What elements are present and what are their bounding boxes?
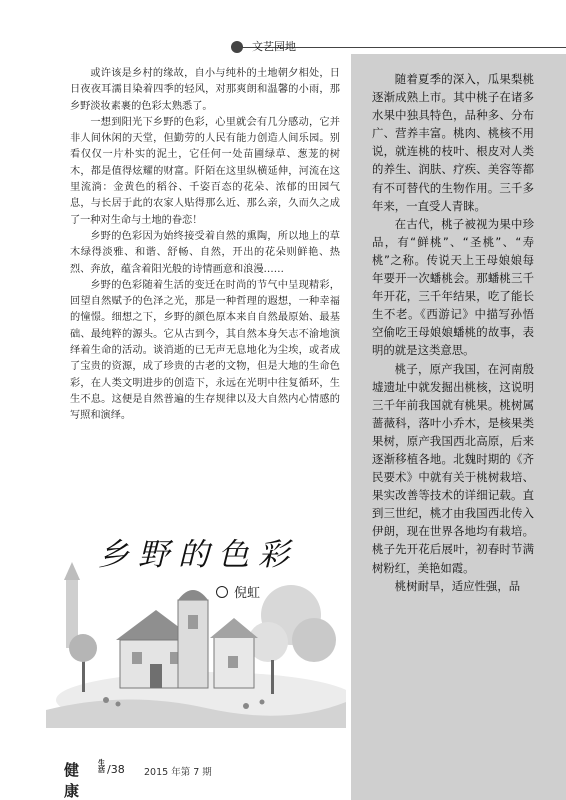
section-title: 文艺园地 xyxy=(252,40,296,53)
sidebar-paragraph: 桃子，原产我国，在河南殷墟遗址中就发掘出桃核，这说明三千年前我国就有桃果。桃树属蔷薇科，落叶小乔木，是核果类果树，原产我国西北高原，后来逐渐移植各地。北魏时期的《齐民要术》中就有关于桃树栽培、果实改善等技术的详细记载。直到三世纪，桃才由我国西北传入伊朗，现在世界各地均有栽培。桃子先开花后展叶，初春时节满树粉红，美艳如霞。 xyxy=(372,361,534,575)
village-illustration xyxy=(46,560,346,728)
magazine-logo-sub: 生活 xyxy=(98,759,105,774)
article-paragraph: 一想到阳光下乡野的色彩，心里就会有几分感动，它并非人间休闲的天堂，但勤劳的人民有能力创造人间乐园。别看仅仅一片朴实的泥土，它任何一处苗圃绿草、葱茏的树木，都是值得炫耀的财富。阡陌在这里纵横延伸，河流在这里流淌：金黄色的稻谷、千姿百态的花朵、浓郁的田园气息，与长居于此的农家人贴得那么近、那么亲，久而久之成了一种对生命与土地的眷恋！ xyxy=(70,116,340,226)
article-title: 乡野的色彩 xyxy=(98,537,298,573)
header-dot xyxy=(231,41,243,53)
sidebar-paragraph: 在古代，桃子被视为果中珍品，有“鲜桃”、“圣桃”、“寿桃”之称。传说天上王母娘娘每年要开一次蟠桃会。那蟠桃三千年开花，三千年结果，吃了能长生不老。《西游记》中描写孙悟空偷吃王母娘娘蟠桃的故事，表明的就是这类意思。 xyxy=(372,216,534,358)
circle-icon xyxy=(216,586,228,598)
magazine-logo: 健康 xyxy=(64,761,81,800)
sidebar-paragraph: 随着夏季的深入，瓜果梨桃逐渐成熟上市。其中桃子在诸多水果中独具特色，品种多、分布广、营养丰富。桃肉、桃核不用说，就连桃的枝叶、根皮对人类的养生、润肤、疗疾、美容等都有不可替代的生物作用。三千多年来，一直受人青睐。 xyxy=(372,72,534,213)
article-body xyxy=(70,66,340,425)
article-paragraph: 乡野的色彩随着生活的变迁在时尚的节气中呈现精彩，回望自然赋予的色泽之光，那是一种哲理的遐想，一种幸福的憧憬。细想之下，乡野的颜色原本来自自然最原始、最基础、最纯粹的源头。它从古到今，其自然本身矢志不渝地演绎着生命的活动。谈消逝的已无声无息地化为尘埃，或者成了宝贵的资源，成了珍贵的古老的文物，但是大地的生命色彩，在人类文明进步的创造下，永远在光明中往复循环，生生不息。这便是自然普遍的生存规律以及大自然内心情感的写照和演绎。 xyxy=(70,279,340,422)
issue-label: 2015 年第 7 期 xyxy=(144,767,212,778)
article-paragraph: 或许该是乡村的缘故，自小与纯朴的土地朝夕相处，日日夜夜耳濡目染着四季的轻风，对那爽朗和温馨的小雨，那乡野淡妆素裹的色彩太熟悉了。 xyxy=(70,68,340,112)
author-line xyxy=(216,582,260,601)
article-paragraph: 乡野的色彩因为始终接受着自然的熏陶，所以地上的草木绿得淡雅、和谐、舒畅、自然，开出的花朵则鲜艳、热烈、奔放，蕴含着阳光般的诗情画意和浪漫…… xyxy=(70,230,340,275)
sidebar-paragraph: 桃树耐旱，适应性强，品 xyxy=(394,578,521,593)
page-number: /38 xyxy=(107,763,125,776)
page-number-value: 38 xyxy=(110,763,125,776)
author-name: 倪虹 xyxy=(234,586,261,601)
sidebar-body xyxy=(372,70,534,595)
